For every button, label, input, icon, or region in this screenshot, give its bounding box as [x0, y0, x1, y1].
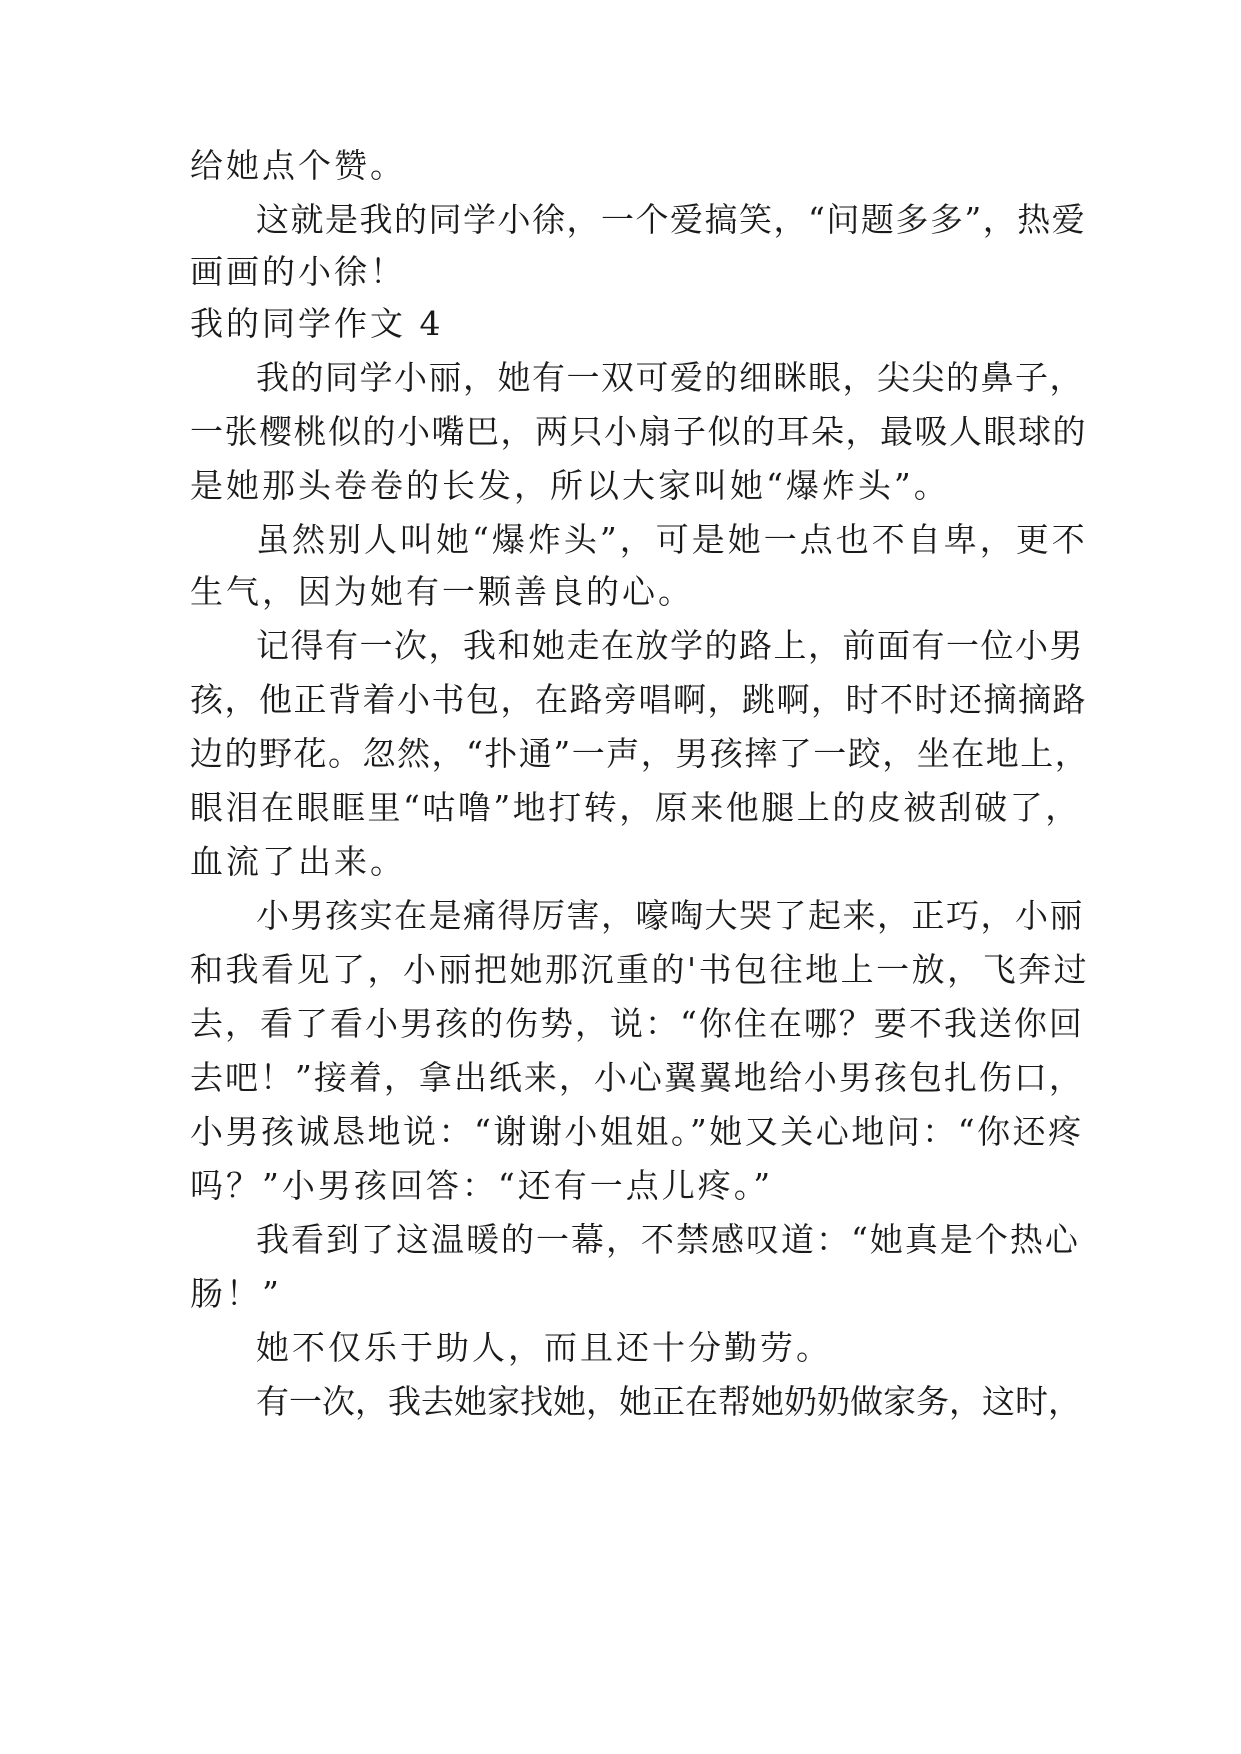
text-line: 虽然别人叫她“爆炸头”，可是她一点也不自卑，更不	[256, 520, 1088, 559]
text-line: 是她那头卷卷的长发，所以大家叫她“爆炸头”。	[190, 466, 950, 505]
text-line: 记得有一次，我和她走在放学的路上，前面有一位小男	[256, 626, 1084, 665]
section-heading: 我的同学作文 4	[190, 304, 444, 343]
text-line: 生气，因为她有一颗善良的心。	[190, 572, 694, 611]
text-line: 这就是我的同学小徐，一个爱搞笑，“问题多多”，热爱	[256, 200, 1087, 239]
text-line: 我看到了这温暖的一幕，不禁感叹道：“她真是个热心	[256, 1220, 1080, 1259]
text-line: 有一次，我去她家找她，她正在帮她奶奶做家务，这时，	[256, 1382, 1081, 1421]
text-line: 血流了出来。	[190, 842, 406, 881]
text-line: 去吧！”接着，拿出纸来，小心翼翼地给小男孩包扎伤口，	[190, 1058, 1084, 1097]
text-line: 我的同学小丽，她有一双可爱的细眯眼，尖尖的鼻子，	[256, 358, 1084, 397]
text-line: 去，看了看小男孩的伤势，说：“你住在哪？要不我送你回	[190, 1004, 1084, 1043]
text-line: 画画的小徐！	[190, 252, 406, 291]
text-line: 孩，他正背着小书包，在路旁唱啊，跳啊，时不时还摘摘路	[190, 680, 1087, 719]
text-line: 肠！”	[190, 1274, 282, 1313]
text-line: 吗？”小男孩回答：“还有一点儿疼。”	[190, 1166, 774, 1205]
text-line: 她不仅乐于助人，而且还十分勤劳。	[256, 1328, 832, 1367]
text-line: 小男孩诚恳地说：“谢谢小姐姐。”她又关心地问：“你还疼	[190, 1112, 1084, 1151]
text-line: 边的野花。忽然，“扑通”一声，男孩摔了一跤，坐在地上，	[190, 734, 1090, 773]
text-line: 小男孩实在是痛得厉害，嚎啕大哭了起来，正巧，小丽	[256, 896, 1084, 935]
text-line: 一张樱桃似的小嘴巴，两只小扇子似的耳朵，最吸人眼球的	[190, 412, 1087, 451]
text-line: 给她点个赞。	[190, 146, 406, 185]
text-line: 和我看见了，小丽把她那沉重的'书包往地上一放，飞奔过	[190, 950, 1090, 989]
text-line: 眼泪在眼眶里“咕噜”地打转，原来他腿上的皮被刮破了，	[190, 788, 1081, 827]
